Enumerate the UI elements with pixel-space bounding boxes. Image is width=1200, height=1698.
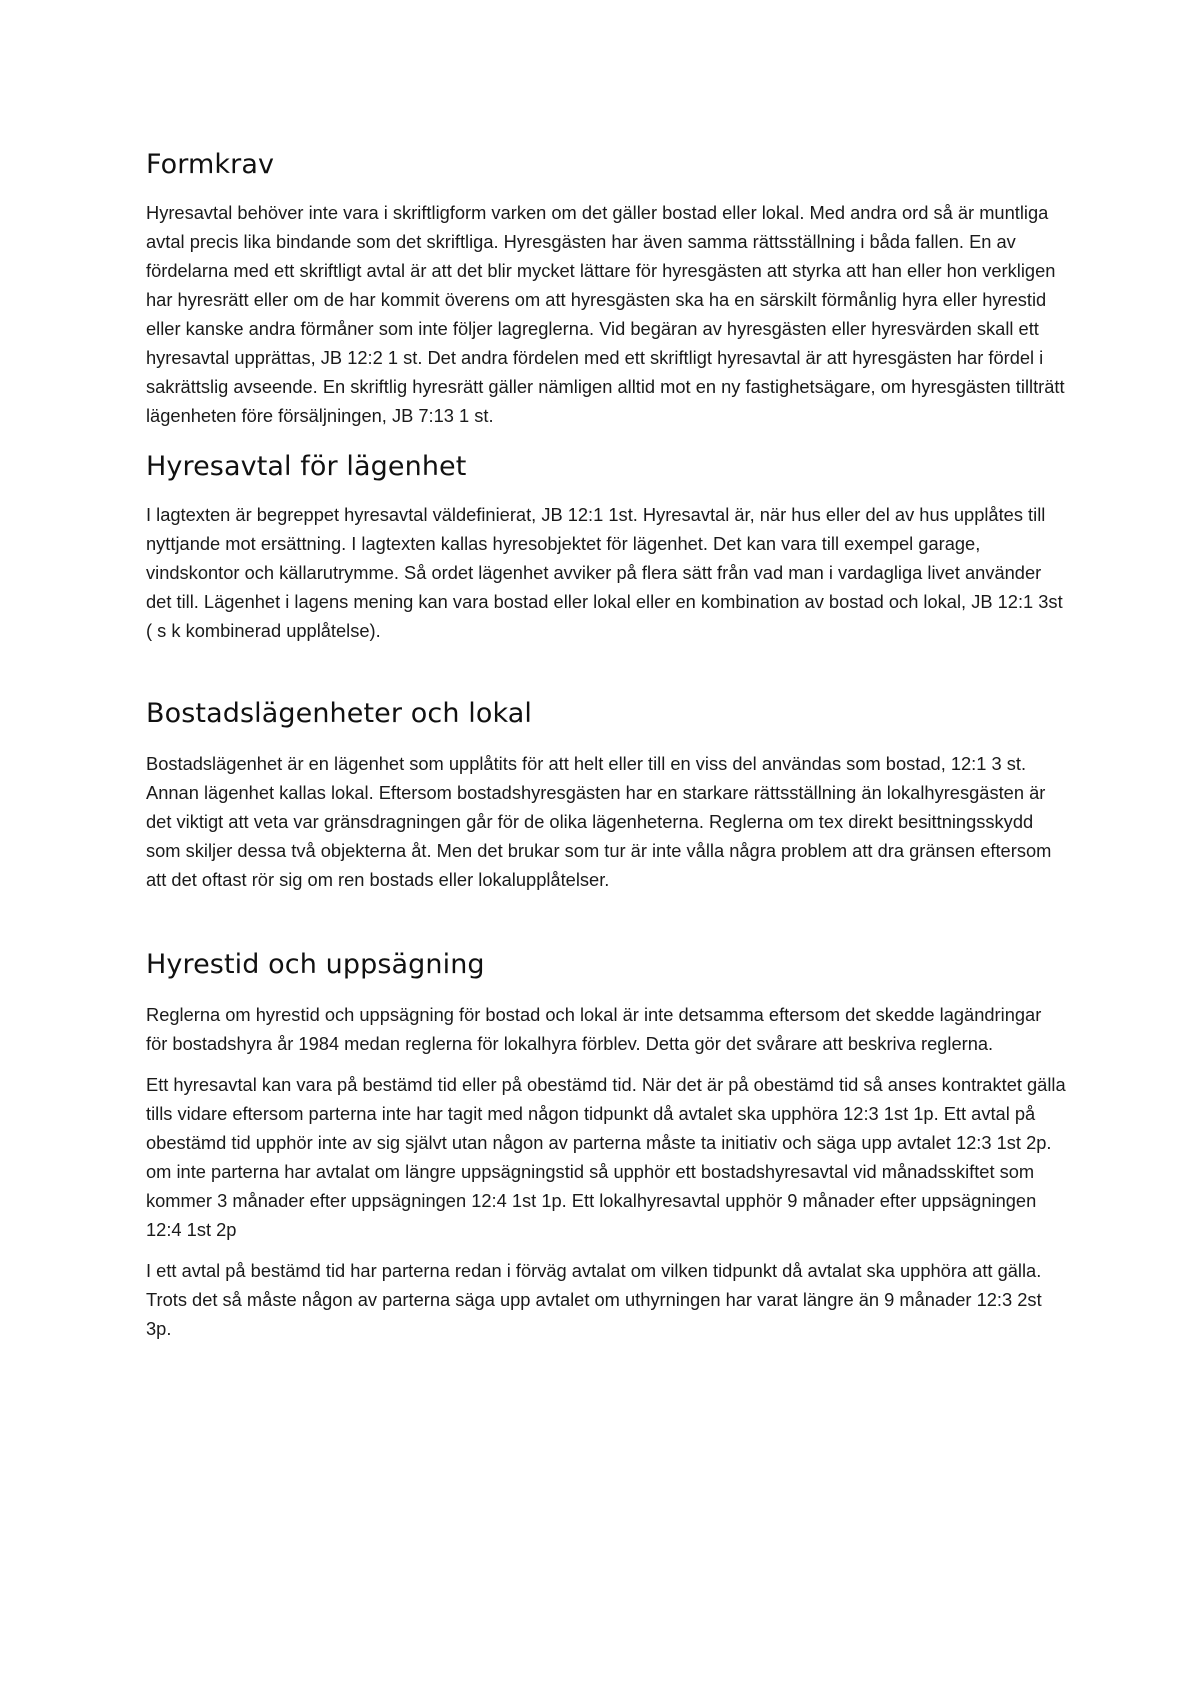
section-hyresavtal-for-lagenhet	[146, 450, 1066, 645]
paragraph: Bostadslägenhet är en lägenhet som upplåtits för att helt eller till en viss del användas som bostad, 12:1 3 st. Annan lägenhet kallas lokal. Eftersom bostadshyresgästen har en starkare rättsställning än lokalhyresgästen är det viktigt att veta var gränsdragningen går för de olika lägenheterna. Reglerna om tex direkt besittningsskydd som skiljer dessa två objekterna åt. Men det brukar som tur är inte vålla några problem att dra gränsen eftersom att det oftast rör sig om ren bostads eller lokalupplåtelser.	[146, 753, 1052, 890]
heading-formkrav: Formkrav	[146, 149, 275, 180]
heading-hyrestid-och-uppsagning: Hyrestid och uppsägning	[146, 949, 485, 980]
document-body	[146, 148, 1066, 1343]
heading-hyresavtal-for-lagenhet: Hyresavtal för lägenhet	[146, 451, 467, 482]
paragraph: I lagtexten är begreppet hyresavtal väldefinierat, JB 12:1 1st. Hyresavtal är, när hus eller del av hus upplåtes till nyttjande mot ersättning. I lagtexten kallas hyresobjektet för lägenhet. Det kan vara till exempel garage, vindskontor och källarutrymme. Så ordet lägenhet avviker på flera sätt från vad man i vardagliga livet använder det till. Lägenhet i lagens mening kan vara bostad eller lokal eller en kombination av bostad och lokal, JB 12:1 3st ( s k kombinerad upplåtelse).	[146, 504, 1063, 641]
paragraph: Reglerna om hyrestid och uppsägning för bostad och lokal är inte detsamma eftersom det skedde lagändringar för bostadshyra år 1984 medan reglerna för lokalhyra förblev. Detta gör det svårare att beskriva reglerna.	[146, 1004, 1042, 1054]
paragraph: Hyresavtal behöver inte vara i skriftligform varken om det gäller bostad eller lokal. Med andra ord så är muntliga avtal precis lika bindande som det skriftliga. Hyresgästen har även samma rättsställning i båda fallen. En av fördelarna med ett skriftligt avtal är att det blir mycket lättare för hyresgästen att styrka att han eller hon verkligen har hyresrätt eller om de har kommit överens om att hyresgästen ska ha en särskilt förmånlig hyra eller hyrestid eller kanske andra förmåner som inte följer lagreglerna. Vid begäran av hyresgästen eller hyresvärden skall ett hyresavtal upprättas, JB 12:2 1 st. Det andra fördelen med ett skriftligt hyresavtal är att hyresgästen har fördel i sakrättslig avseende. En skriftlig hyresrätt gäller nämligen alltid mot en ny fastighetsägare, om hyresgästen tillträtt lägenheten före försäljningen, JB 7:13 1 st.	[146, 202, 1065, 426]
section-hyrestid-och-uppsagning	[146, 948, 1066, 1343]
paragraph: Ett hyresavtal kan vara på bestämd tid eller på obestämd tid. När det är på obestämd tid så anses kontraktet gälla tills vidare eftersom parterna inte har tagit med någon tidpunkt då avtalet ska upphöra 12:3 1st 1p. Ett avtal på obestämd tid upphör inte av sig självt utan någon av parterna måste ta initiativ och säga upp avtalet 12:3 1st 2p. om inte parterna har avtalat om längre uppsägningstid så upphör ett bostadshyresavtal vid månadsskiftet som kommer 3 månader efter uppsägningen 12:4 1st 1p. Ett lokalhyresavtal upphör 9 månader efter uppsägningen 12:4 1st 2p	[146, 1074, 1066, 1240]
heading-bostadslagenheter-och-lokal: Bostadslägenheter och lokal	[146, 698, 532, 729]
paragraph: I ett avtal på bestämd tid har parterna redan i förväg avtalat om vilken tidpunkt då avtalat ska upphöra att gälla. Trots det så måste någon av parterna säga upp avtalet om uthyrningen har varat längre än 9 månader 12:3 2st 3p.	[146, 1260, 1042, 1339]
section-formkrav	[146, 148, 1066, 430]
section-bostadslagenheter-och-lokal	[146, 697, 1066, 894]
